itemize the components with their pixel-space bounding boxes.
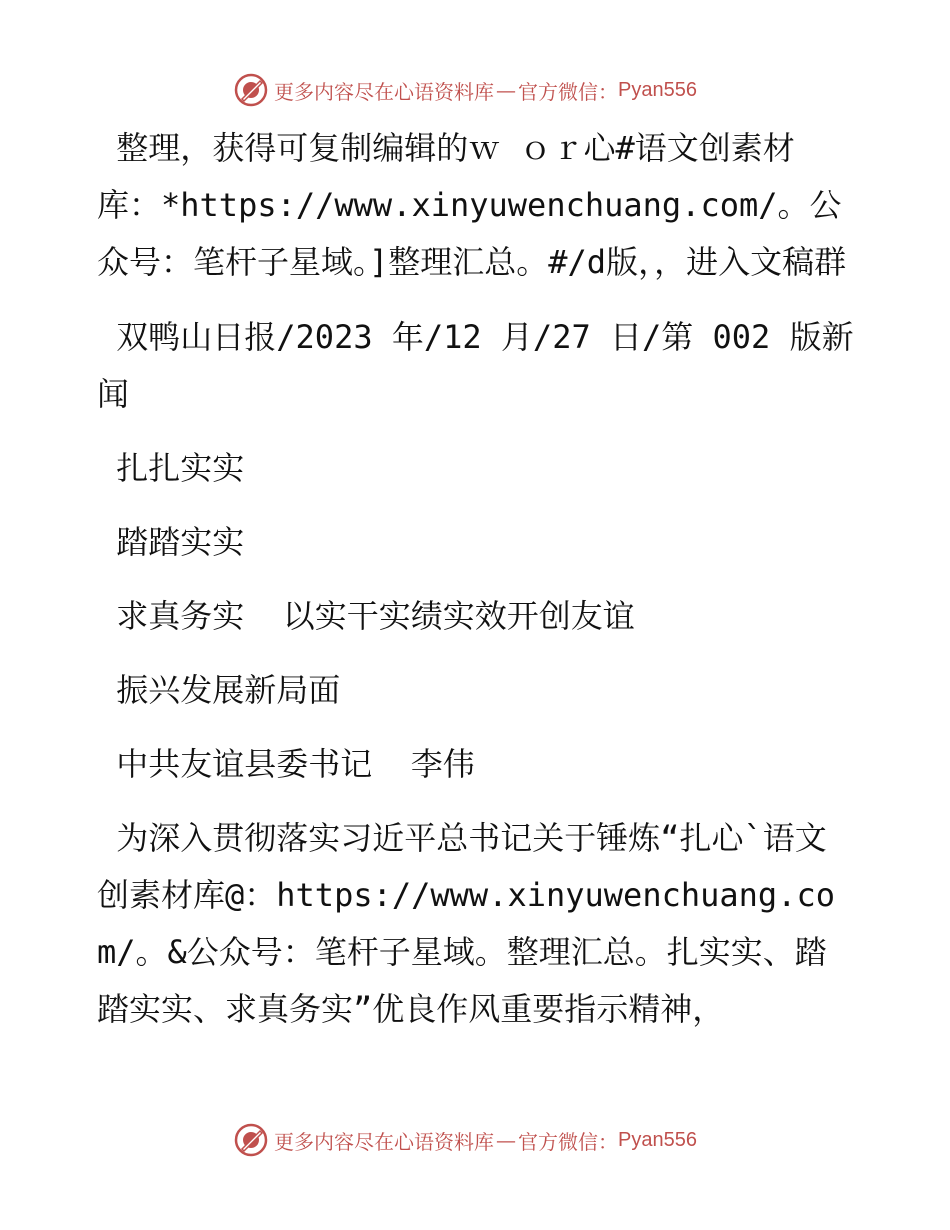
- paragraph-title-line-3: 求真务实 以实干实绩实效开创友谊: [97, 597, 635, 635]
- banner-wechat-id: Pyan556: [618, 78, 697, 101]
- document-body: [97, 120, 857, 1038]
- paragraph-newspaper-info: 双鸭山日报/2023 年/12 月/27 日/第 002 版新闻: [97, 318, 854, 413]
- header-watermark-banner: [234, 71, 697, 109]
- banner-wechat-id: Pyan556: [618, 1128, 697, 1151]
- paragraph-source-note: 整理，获得可复制编辑的ｗ ｏｒ心#语文创素材库：*https://www.xinyuwenchuang.com/。公众号：笔杆子星域。]整理汇总。#/d版，，进入文稿群: [97, 129, 847, 281]
- banner-separator: —: [496, 78, 516, 102]
- pen-logo-icon: [234, 1123, 268, 1157]
- paragraph-title-line-2: 踏踏实实: [97, 523, 245, 561]
- paragraph-body: 为深入贯彻落实习近平总书记关于锤炼“扎心`语文创素材库@：https://www.xinyuwenchuang.com/。&公众号：笔杆子星域。整理汇总。扎实实、踏踏实实、求真务实”优良作风重要指示精神，: [97, 819, 835, 1028]
- pen-logo-icon: [234, 73, 268, 107]
- banner-separator: —: [496, 1128, 516, 1152]
- banner-wechat-label: 官方微信：: [518, 1129, 618, 1154]
- banner-wechat-label: 官方微信：: [518, 79, 618, 104]
- paragraph-author: 中共友谊县委书记 李伟: [97, 745, 475, 783]
- paragraph-title-line-4: 振兴发展新局面: [97, 671, 341, 709]
- footer-watermark-banner: [234, 1121, 697, 1159]
- banner-text: 更多内容尽在心语资料库: [274, 1129, 494, 1154]
- paragraph-title-line-1: 扎扎实实: [97, 449, 245, 487]
- banner-text: 更多内容尽在心语资料库: [274, 79, 494, 104]
